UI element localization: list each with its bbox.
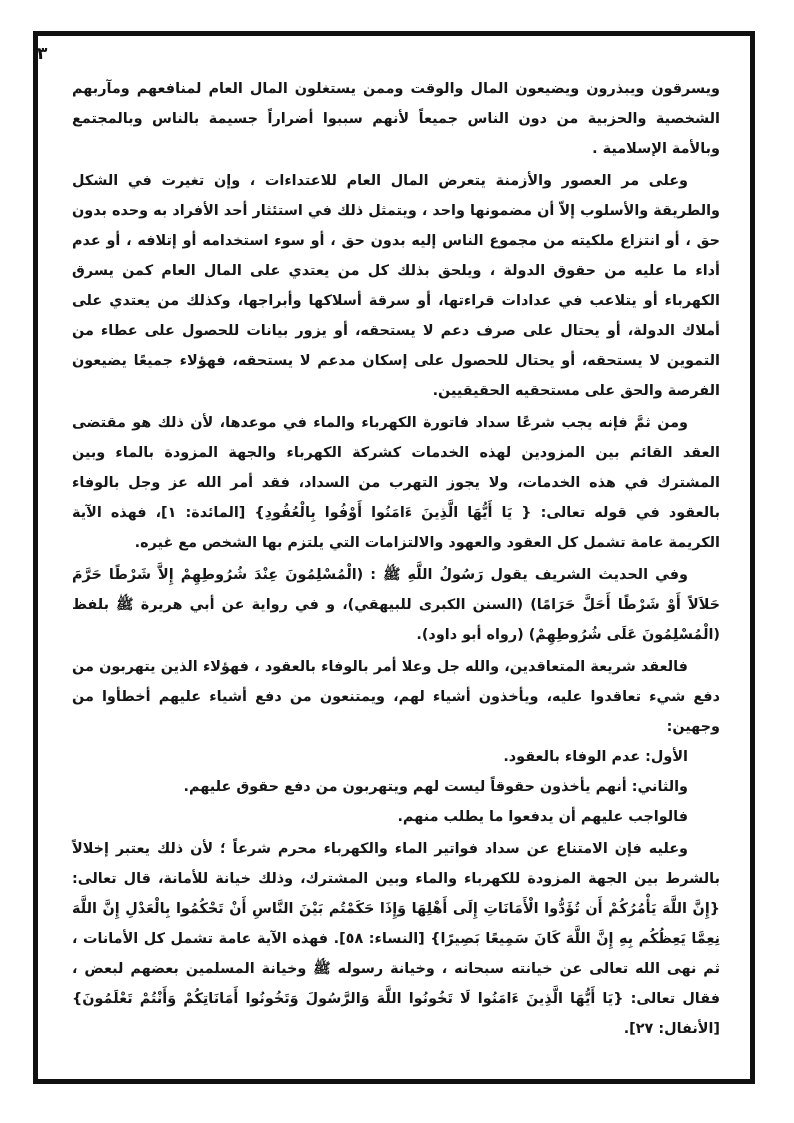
list-item-second: والثاني: أنهم يأخذون حقوقاً ليست لهم ويتهربون من دفع حقوق عليهم. <box>183 779 688 795</box>
list-item-conclusion: فالواجب عليهم أن يدفعوا ما يطلب منهم. <box>397 809 688 825</box>
paragraph-2: وعلى مر العصور والأزمنة يتعرض المال العام للاعتداءات ، وإن تغيرت في الشكل والطريقة والأسلوب إلاّ أن مضمونها واحد ، ويتمثل ذلك في استئثار أحد الأفراد به وحده بدون حق ، أو انتزاع ملكيته من مجموع الناس إليه بدون حق ، أو سوء استخدامه أو إتلافه ، أو عدم أداء ما عليه من حقوق الدولة ، ويلحق بذلك كل من يعتدي على المال العام كمن يسرق الكهرباء أو يتلاعب في عدادات قراءتها، أو سرقة أسلاكها وأبراجها، وكذلك من يعتدي على أملاك الدولة، أو يحتال على صرف دعم لا يستحقه، أو يزور بيانات للحصول على عطاء من التموين لا يستحقه، أو يحتال للحصول على إسكان مدعم لا يستحقه، فهؤلاء جميعًا يضيعون الفرصة والحق على مستحقيه الحقيقيين. <box>72 173 720 399</box>
paragraph-5: فالعقد شريعة المتعاقدين، والله جل وعلا أمر بالوفاء بالعقود ، فهؤلاء الذين يتهربون من دفع شيء تعاقدوا عليه، ويأخذون أشياء لهم، ويمتنعون من دفع أشياء عليهم أخطأوا من وجهين: <box>72 659 720 735</box>
paragraph-1: ويسرقون ويبذرون ويضيعون المال والوقت وممن يستغلون المال العام لمنافعهم ومآربهم الشخصية والحزبية من دون الناس جميعاً لأنهم سببوا أضراراً جسيمة بالناس وبالمجتمع وبالأمة الإسلامية . <box>72 81 720 157</box>
paragraph-6: وعليه فإن الامتناع عن سداد فواتير الماء والكهرباء محرم شرعاً ؛ لأن ذلك يعتبر إخلالاً بالشرط بين الجهة المزودة للكهرباء والماء وبين المشترك، وذلك خيانة للأمانة، قال تعالى: {إِنَّ اللَّهَ يَأْمُرُكُمْ أَن تُؤَدُّوا الْأَمَانَاتِ إِلَى أَهْلِهَا وَإِذَا حَكَمْتُم بَيْنَ النَّاسِ أَنْ تَحْكُمُوا بِالْعَدْلِ إِنَّ اللَّهَ نِعِمَّا يَعِظُكُم بِهِ إِنَّ اللَّهَ كَانَ سَمِيعًا بَصِيرًا} [النساء: ٥٨]. فهذه الآية عامة تشمل كل الأمانات ، ثم نهى الله تعالى عن خيانته سبحانه ، وخيانة رسوله ﷺ وخيانة المسلمين بعضهم لبعض ، فقال تعالى: {يَا أَيُّهَا الَّذِينَ ءَامَنُوا لَا تَخُونُوا اللَّهَ وَالرَّسُولَ وَتَخُونُوا أَمَانَاتِكُمْ وَأَنْتُمْ تَعْلَمُونَ} [الأنفال: ٢٧]. <box>72 841 720 1037</box>
paragraph-4: وفي الحديث الشريف يقول رَسُولُ اللَّهِ ﷺ : (الْمُسْلِمُونَ عِنْدَ شُرُوطِهِمْ إِلاَّ شَرْطًا حَرَّمَ حَلاَلاً أَوْ شَرْطًا أَحَلَّ حَرَامًا) (السنن الكبرى للبيهقي)، و في رواية عن أبي هريرة ﷺ بلفظ (الْمُسْلِمُونَ عَلَى شُرُوطِهِمْ) (رواه أبو داود). <box>72 567 720 643</box>
paragraph-3: ومن ثمَّ فإنه يجب شرعًا سداد فاتورة الكهرباء والماء في موعدها، لأن ذلك هو مقتضى العقد القائم بين المزودين لهذه الخدمات كشركة الكهرباء والجهة المزودة بالماء وبين المشترك في هذه الخدمات، ولا يجوز التهرب من السداد، فقد أمر الله عز وجل بالوفاء بالعقود في قوله تعالى: { يَا أَيُّهَا الَّذِينَ ءَامَنُوا أَوْفُوا بِالْعُقُودِ} [المائدة: ١]، فهذه الآية الكريمة عامة تشمل كل العقود والعهود والالتزامات التي يلتزم بها الشخص مع غيره. <box>72 415 720 551</box>
list-item-first: الأول: عدم الوفاء بالعقود. <box>503 749 688 765</box>
page-number: ٣ <box>37 44 48 64</box>
document-body <box>72 74 720 1044</box>
